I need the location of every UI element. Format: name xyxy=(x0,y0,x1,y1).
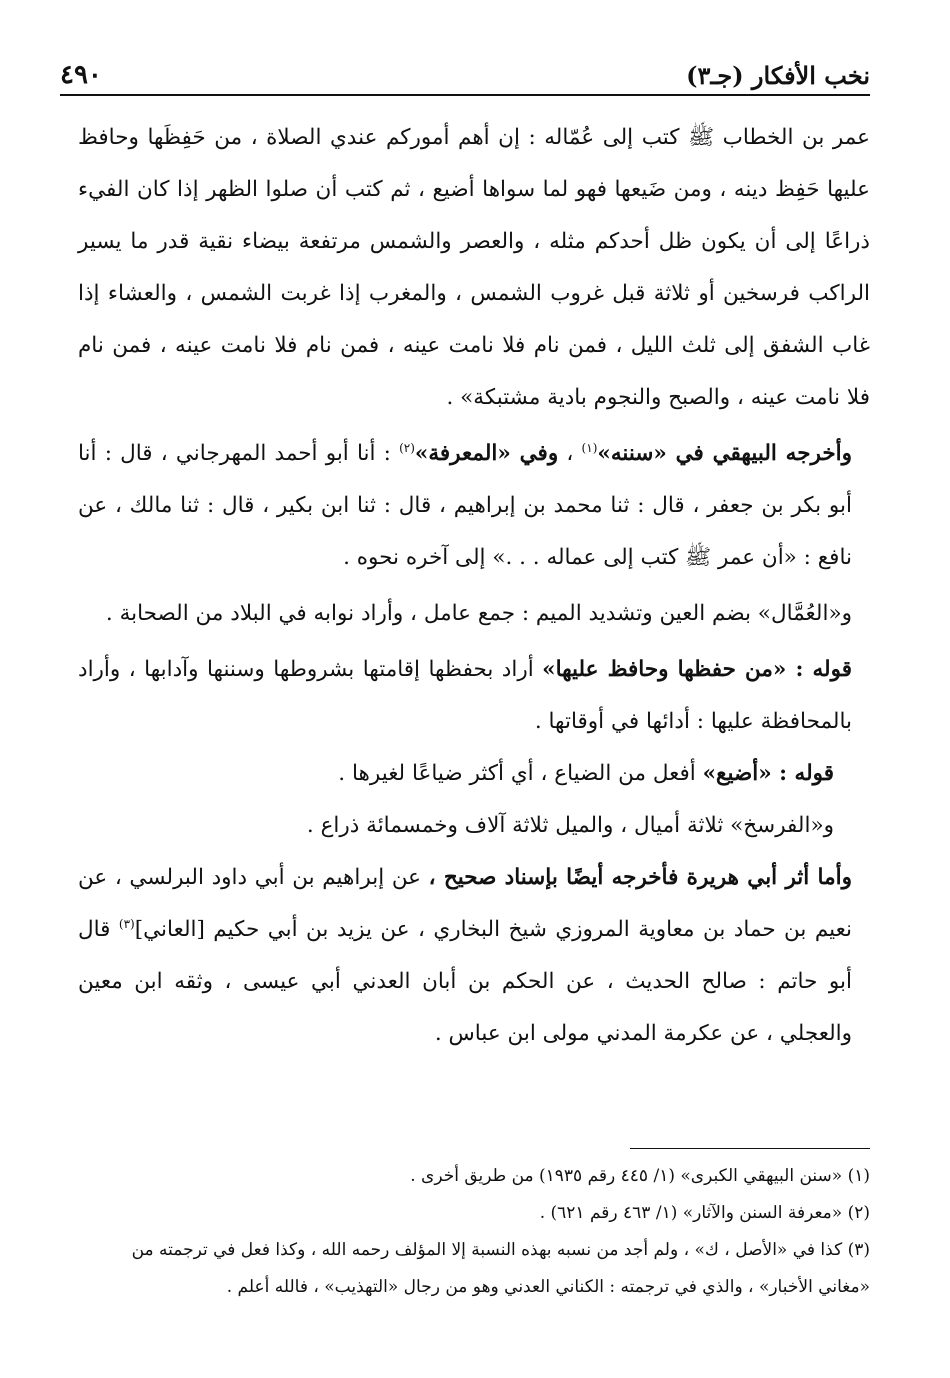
book-title: نخب الأفكار (جـ٣) xyxy=(686,61,870,90)
page-number: ٤٩٠ xyxy=(60,60,102,90)
footnote-ref: (١) xyxy=(581,440,598,455)
running-header xyxy=(60,50,870,90)
text-run: قال أبو حاتم : صالح الحديث ، عن الحكم بن أبان العدني أبي عيسى ، وثقه ابن معين والعجلي ، عن عكرمة المدني مولى ابن عباس . xyxy=(78,917,852,1046)
text-run: عمر بن الخطاب ﷺ كتب إلى عُمّاله : إن أهم أموركم عندي الصلاة ، من حَفِظَها وحافظ عليها حَفِظ دينه ، ومن ضَيعها فهو لما سواها أضيع ، ثم كتب أن صلوا الظهر إذا كان الفيء ذراعًا إلى أن يكون ظل أحدكم مثله ، والعصر والشمس مرتفعة بيضاء نقية قدر ما يسير الراكب فرسخين أو ثلاثة قبل غروب الشمس ، والمغرب إذا غربت الشمس ، والعشاء إذا غاب الشفق إلى ثلث الليل ، فمن نام فلا نامت عينه ، فمن نام فلا نامت عينه ، فمن نام فلا نامت عينه ، والصبح والنجوم بادية مشتبكة» . xyxy=(78,125,870,410)
footnote-divider xyxy=(630,1148,870,1149)
paragraph-5 xyxy=(78,748,870,800)
paragraph-2 xyxy=(78,428,870,584)
bold-text: وفي «المعرفة» xyxy=(414,441,559,466)
footnote-1: (١) «سنن البيهقي الكبرى» (١/ ٤٤٥ رقم ١٩٣٥) من طريق أخرى . xyxy=(410,1166,870,1186)
text-run: و«العُمَّال» بضم العين وتشديد الميم : جمع عامل ، وأراد نوابه في البلاد من الصحابة . xyxy=(105,601,852,626)
text-run: أفعل من الضياع ، أي أكثر ضياعًا لغيرها . xyxy=(338,761,703,786)
paragraph-4 xyxy=(78,644,870,748)
bold-text: قوله : «من حفظها وحافظ عليها» xyxy=(542,657,852,682)
bold-text: وأخرجه البيهقي في «سننه» xyxy=(597,441,853,466)
body-text xyxy=(78,112,870,1060)
footnote-2: (٢) «معرفة السنن والآثار» (١/ ٤٦٣ رقم ٦٢١) . xyxy=(539,1203,870,1223)
text-run: ، xyxy=(558,441,582,466)
bold-text: وأما أثر أبي هريرة فأخرجه أيضًا بإسناد صحيح ، xyxy=(428,865,852,890)
footnote-ref: (٢) xyxy=(399,440,415,455)
footnote-3: (٣) كذا في «الأصل ، ك» ، ولم أجد من نسبه بهذه النسبة إلا المؤلف رحمه الله ، وكذا فعل في ترجمته من «مغاني الأخبار» ، والذي في ترجمته : الكناني العدني وهو من رجال «التهذيب» ، فالله أعلم . xyxy=(131,1240,870,1297)
paragraph-3 xyxy=(78,588,870,640)
paragraph-1 xyxy=(78,112,870,424)
text-run: : أنا أبو أحمد المهرجاني ، قال : أنا أبو بكر بن جعفر ، قال : ثنا محمد بن إبراهيم ، قال : ثنا ابن بكير ، قال : ثنا مالك ، عن نافع : «أن عمر ﷺ كتب إلى عماله . . .» إلى آخره نحوه . xyxy=(78,441,852,570)
paragraph-7 xyxy=(78,852,870,1060)
paragraph-6 xyxy=(78,800,870,852)
footnote-ref: (٣) xyxy=(118,916,135,931)
bold-text: قوله : «أضيع» xyxy=(702,761,834,786)
text-run: و«الفرسخ» ثلاثة أميال ، والميل ثلاثة آلاف وخمسمائة ذراع . xyxy=(306,813,834,838)
text-run: عن إبراهيم بن أبي داود البرلسي ، عن نعيم بن حماد بن معاوية المروزي شيخ البخاري ، عن يزيد بن أبي حكيم [العاني] xyxy=(78,865,852,942)
footnotes xyxy=(78,1158,870,1306)
text-run: أراد بحفظها إقامتها بشروطها وسننها وآدابها ، وأراد بالمحافظة عليها : أدائها في أوقاتها . xyxy=(78,657,852,734)
header-divider xyxy=(60,94,870,96)
